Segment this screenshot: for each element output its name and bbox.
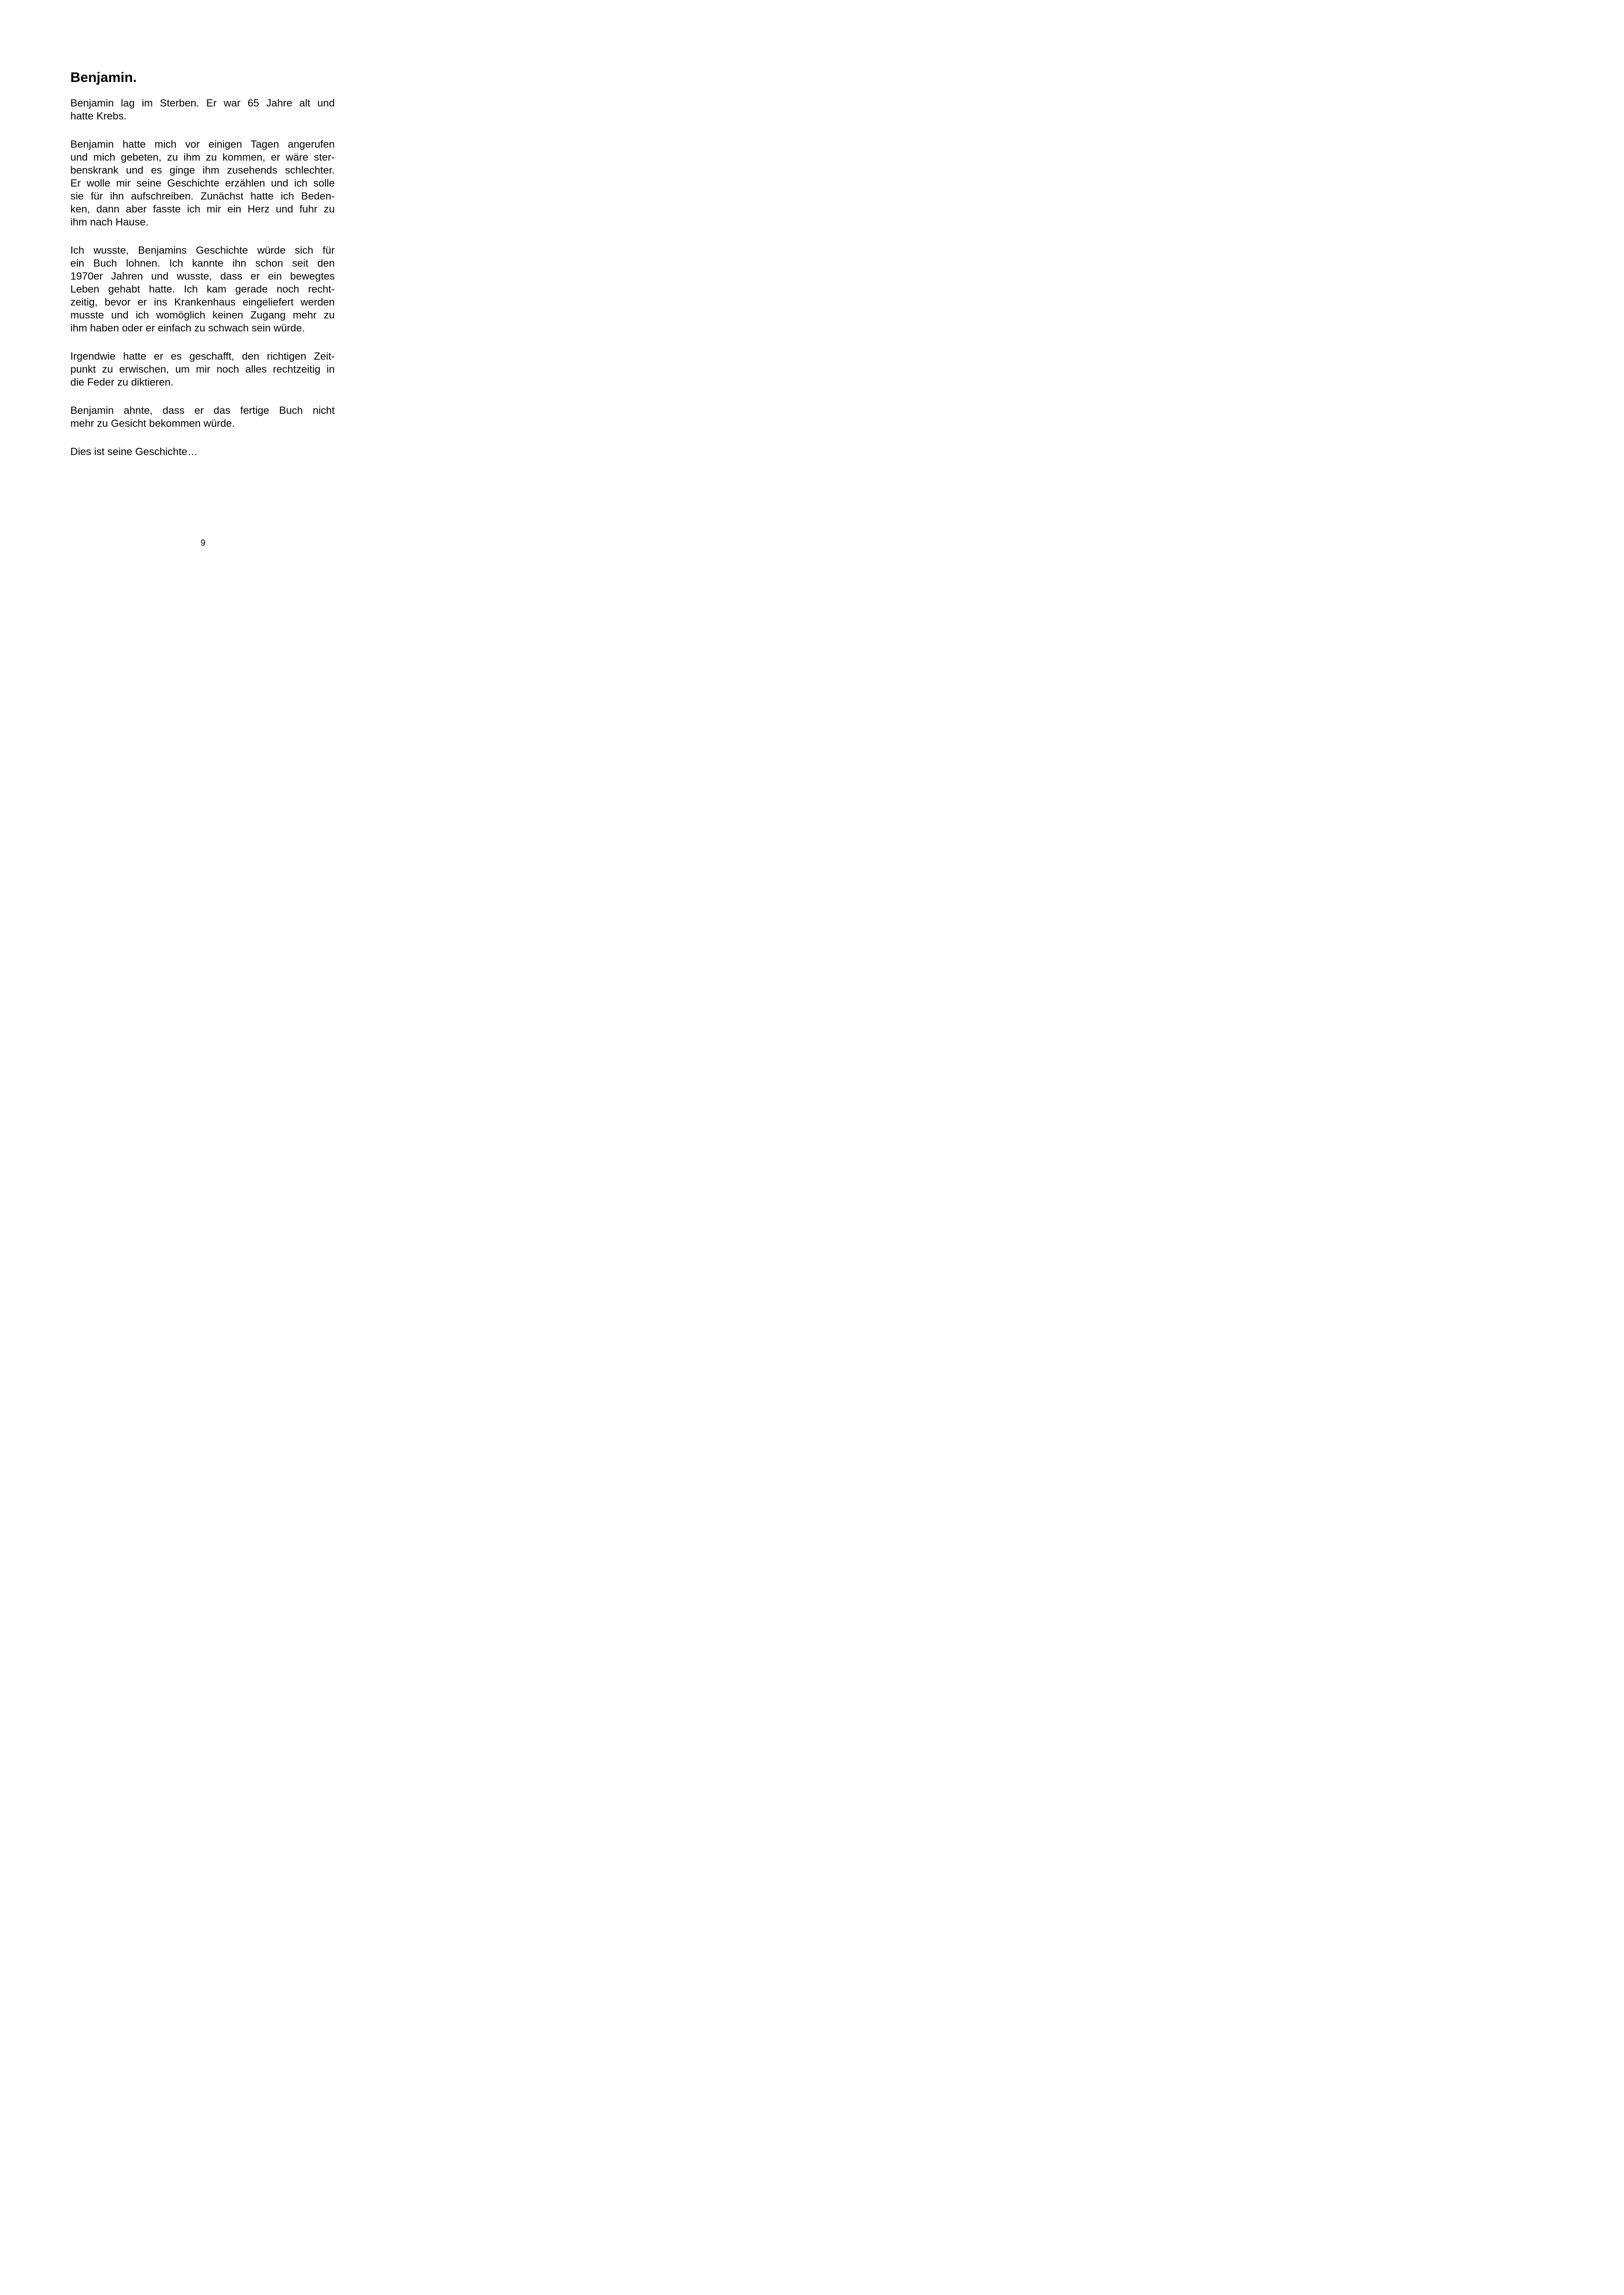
paragraph-line: benskrank und es ginge ihm zusehends schlechter. [70,164,335,176]
book-page [0,0,406,574]
paragraph-line: mehr zu Gesicht bekommen würde. [70,418,235,429]
paragraph-line: sie für ihn aufschreiben. Zunächst hatte ich Beden- [70,190,335,202]
paragraph-line: hatte Krebs. [70,110,127,122]
paragraph-1 [70,97,335,123]
paragraph-line: ihm haben oder er einfach zu schwach sein würde. [70,322,305,334]
paragraph-line: Irgendwie hatte er es geschafft, den richtigen Zeit- [70,350,335,362]
paragraph-line: Dies ist seine Geschichte… [70,446,198,457]
paragraph-line: Ich wusste, Benjamins Geschichte würde sich für [70,244,335,256]
paragraph-line: Benjamin hatte mich vor einigen Tagen angerufen [70,138,335,150]
paragraph-line: die Feder zu diktieren. [70,376,174,388]
paragraph-line: ihm nach Hause. [70,216,149,228]
paragraph-line: ken, dann aber fasste ich mir ein Herz und fuhr zu [70,203,335,215]
paragraph-3 [70,244,335,335]
paragraph-line: 1970er Jahren und wusste, dass er ein bewegtes [70,270,335,282]
paragraph-line: Leben gehabt hatte. Ich kam gerade noch recht- [70,283,335,295]
page-number: 9 [200,538,206,548]
paragraph-line: zeitig, bevor er ins Krankenhaus eingeliefert werden [70,296,335,308]
paragraph-line: Benjamin lag im Sterben. Er war 65 Jahre alt und [70,97,335,109]
paragraph-5 [70,404,335,430]
paragraph-line: musste und ich womöglich keinen Zugang mehr zu [70,309,335,321]
paragraph-line: punkt zu erwischen, um mir noch alles rechtzeitig in [70,363,335,375]
paragraph-4 [70,350,335,389]
paragraph-line: Er wolle mir seine Geschichte erzählen und ich solle [70,177,335,189]
paragraph-line: und mich gebeten, zu ihm zu kommen, er wäre ster- [70,151,335,163]
paragraph-2 [70,138,335,229]
paragraph-6 [70,445,335,458]
text-block [70,69,335,458]
paragraph-line: ein Buch lohnen. Ich kannte ihn schon seit den [70,257,335,269]
chapter-title: Benjamin. [70,70,137,85]
paragraph-line: Benjamin ahnte, dass er das fertige Buch nicht [70,405,335,416]
